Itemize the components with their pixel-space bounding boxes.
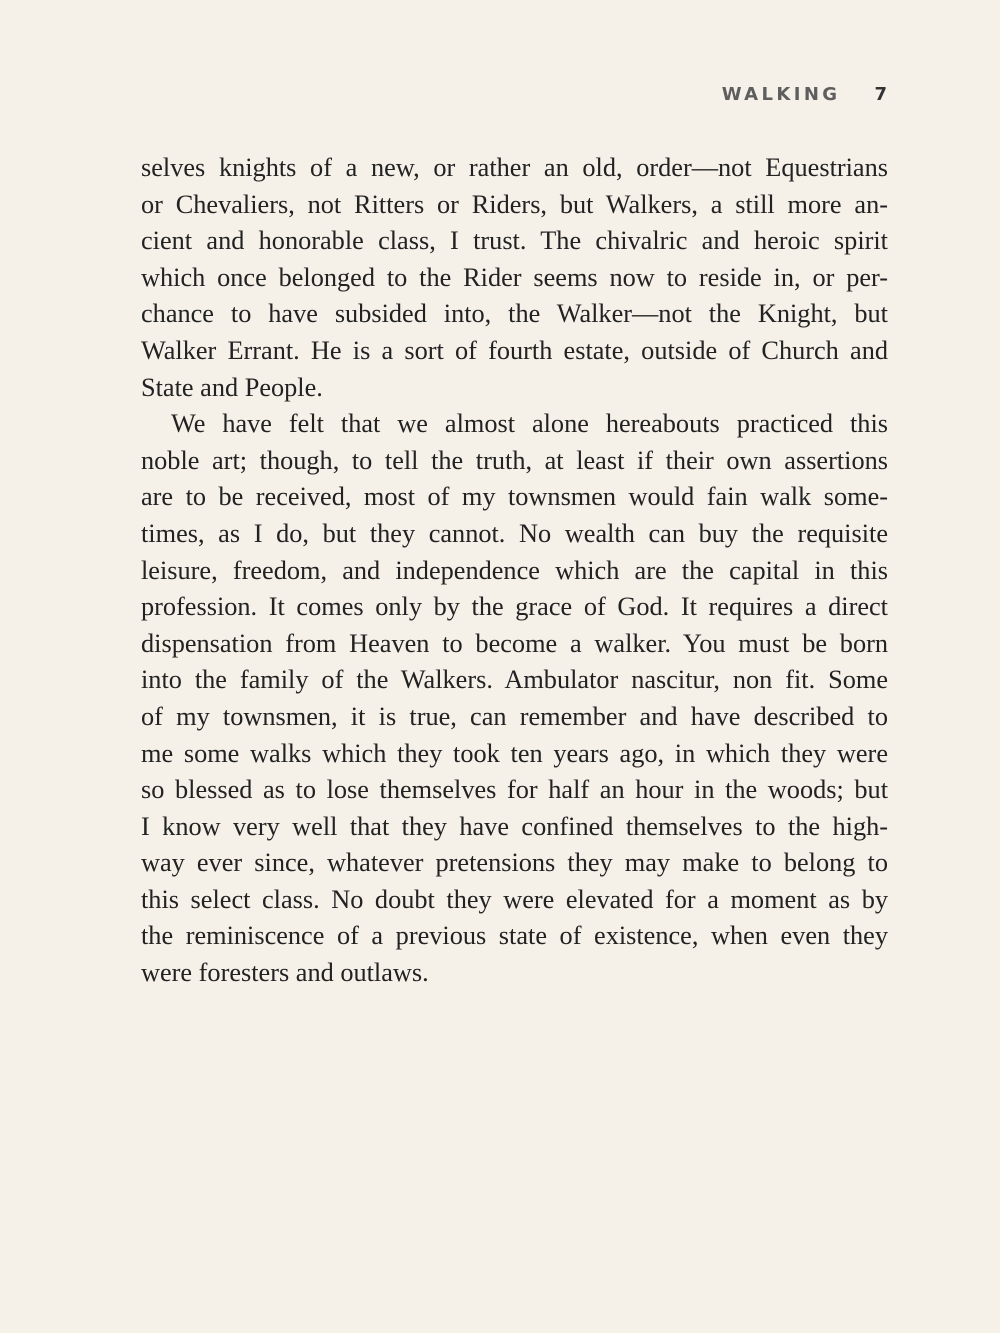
text-line: way ever since, whatever pretensions they may make to belong to: [141, 848, 888, 878]
text-line: leisure, freedom, and independence which are the capital in this: [141, 555, 888, 585]
paragraph-1: [141, 150, 888, 406]
running-head: [722, 80, 887, 108]
text-line: State and People.: [141, 372, 323, 402]
text-line: dispensation from Heaven to become a walker. You must be born: [141, 628, 888, 658]
text-line: me some walks which they took ten years ago, in which they were: [141, 738, 888, 768]
text-line: We have felt that we almost alone hereabouts practiced this: [171, 409, 888, 439]
text-line: times, as I do, but they cannot. No wealth can buy the requisite: [141, 518, 888, 548]
text-line: into the family of the Walkers. Ambulator nascitur, non fit. Some: [141, 665, 888, 695]
text-line: selves knights of a new, or rather an old, order—not Equestrians: [141, 153, 888, 182]
paragraph-2: [141, 406, 888, 992]
text-line: of my townsmen, it is true, can remember and have described to: [141, 701, 888, 731]
text-line: or Chevaliers, not Ritters or Riders, but Walkers, a still more an-: [141, 189, 888, 219]
text-line: cient and honorable class, I trust. The chivalric and heroic spirit: [141, 226, 888, 256]
text-line: noble art; though, to tell the truth, at least if their own assertions: [141, 445, 888, 475]
text-line: profession. It comes only by the grace of God. It requires a direct: [141, 592, 888, 622]
text-line: chance to have subsided into, the Walker—not the Knight, but: [141, 299, 888, 329]
text-line: which once belonged to the Rider seems now to reside in, or per-: [141, 262, 888, 292]
text-line: I know very well that they have confined themselves to the high-: [141, 811, 888, 841]
text-line: so blessed as to lose themselves for half an hour in the woods; but: [141, 775, 888, 805]
body-text: [141, 150, 888, 992]
text-line: this select class. No doubt they were elevated for a moment as by: [141, 884, 888, 914]
running-title: WALKING: [721, 83, 841, 105]
text-line: are to be received, most of my townsmen would fain walk some-: [141, 482, 888, 512]
text-line: were foresters and outlaws.: [141, 958, 429, 988]
page-number: 7: [874, 83, 887, 105]
text-line: the reminiscence of a previous state of existence, when even they: [141, 921, 888, 951]
text-line: Walker Errant. He is a sort of fourth estate, outside of Church and: [141, 335, 888, 365]
